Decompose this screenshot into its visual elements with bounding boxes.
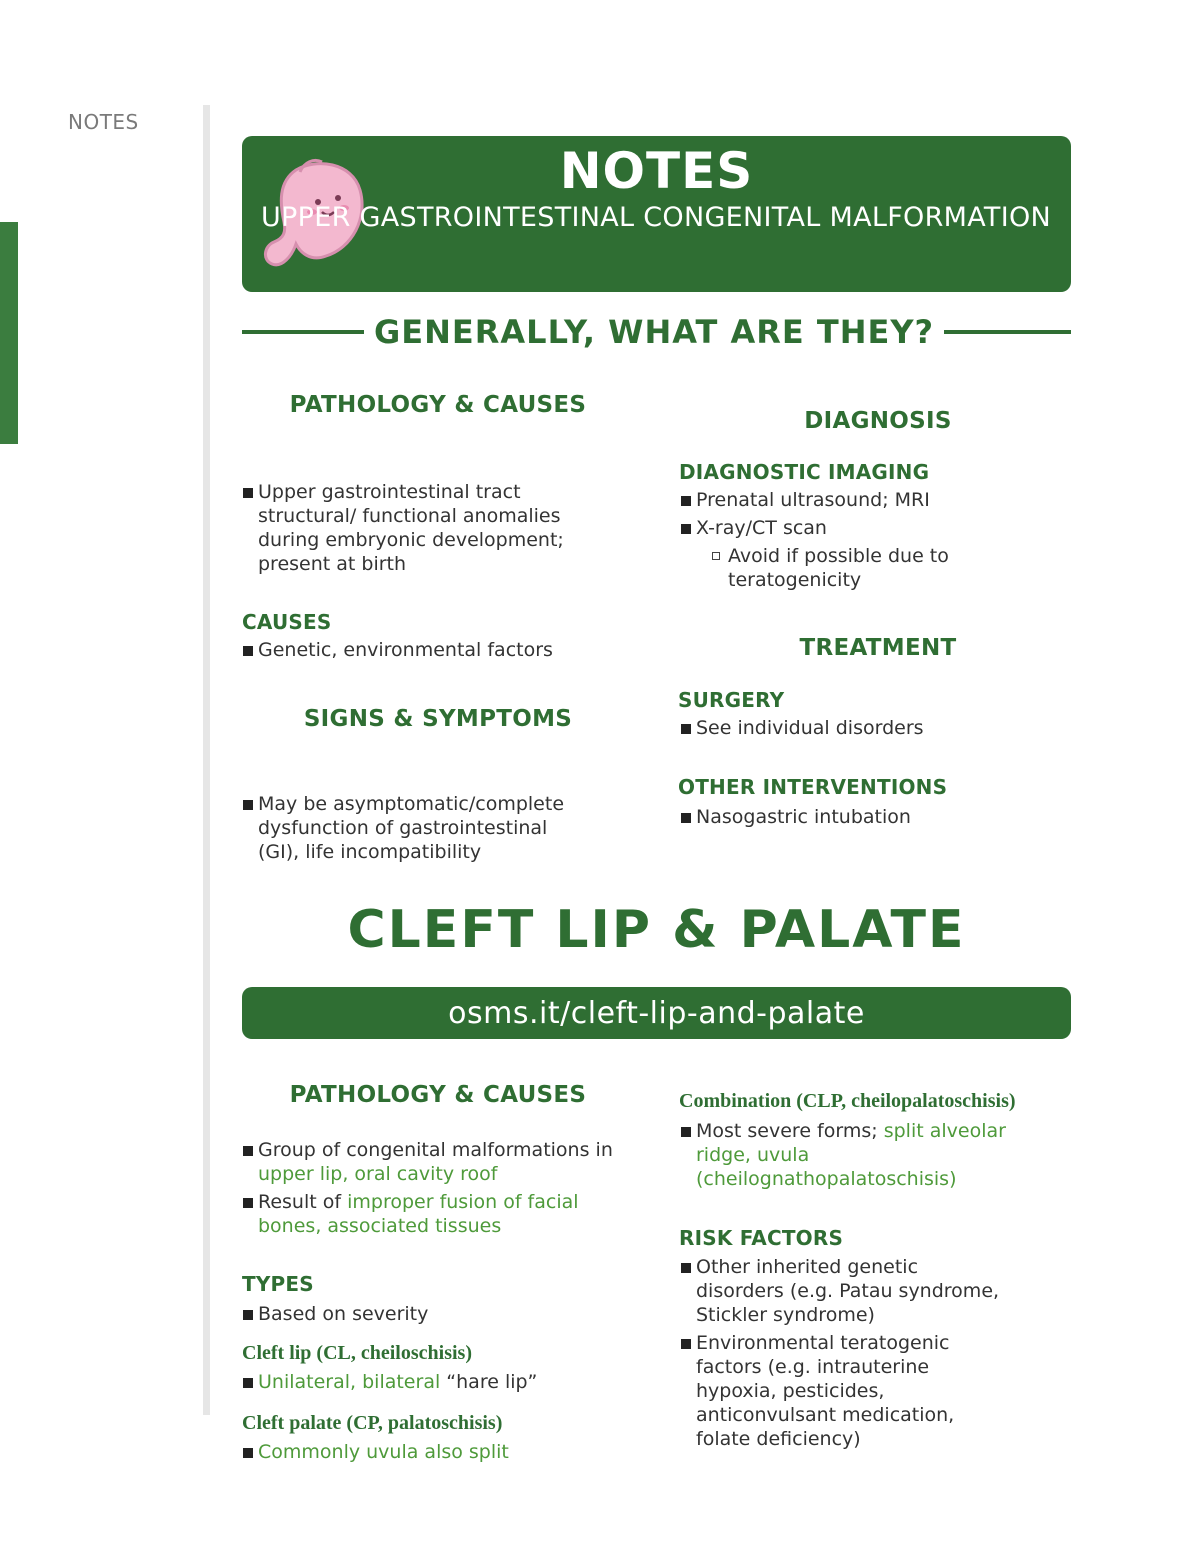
item-text: “hare lip”	[440, 1371, 538, 1393]
header-rule-left	[242, 330, 364, 334]
cleft-palate-list	[242, 1440, 622, 1468]
list-item	[242, 1370, 622, 1394]
cleft-palate-label: Cleft palate (CP, palatoschisis)	[242, 1412, 503, 1434]
item-text: Result of	[258, 1191, 348, 1213]
list-item: Environmental teratogenic factors (e.g. intrauterine hypoxia, pesticides, anticonvulsant medication, folate deficiency)	[680, 1331, 1010, 1451]
list-item	[680, 1119, 1020, 1191]
cleft-pathology-list	[242, 1138, 634, 1242]
risk-factors-list	[680, 1255, 1010, 1455]
list-item: Based on severity	[242, 1302, 622, 1326]
highlight-text: upper lip, oral cavity roof	[258, 1163, 498, 1185]
item-text: Most severe forms;	[696, 1120, 884, 1142]
list-item: Nasogastric intubation	[680, 805, 1060, 829]
highlight-text: split alveolar ridge, uvula (cheilognathopalatoschisis)	[696, 1120, 1006, 1190]
cleft-lip-list	[242, 1370, 622, 1398]
list-item: Other inherited genetic disorders (e.g. Patau syndrome, Stickler syndrome)	[680, 1255, 1010, 1327]
risk-factors-label: RISK FACTORS	[679, 1226, 844, 1250]
banner-title: NOTES	[559, 142, 754, 200]
header-banner	[242, 136, 1071, 292]
list-item: X-ray/CT scan	[680, 516, 1060, 540]
surgery-label: SURGERY	[678, 688, 785, 712]
diagnosis-sub-bullet	[678, 544, 1010, 592]
header-rule-right	[944, 330, 1071, 334]
item-text: Group of congenital malformations in	[258, 1139, 613, 1161]
disorder-title: CLEFT LIP & PALATE	[347, 900, 966, 960]
list-item	[242, 1138, 634, 1186]
list-item: Genetic, environmental factors	[242, 638, 622, 662]
list-item: See individual disorders	[680, 716, 1060, 740]
list-item: Upper gastrointestinal tract structural/ functional anomalies during embryonic development; present at birth	[242, 480, 582, 576]
causes-label: CAUSES	[242, 610, 332, 634]
section-header-general	[242, 312, 1071, 352]
treatment-heading: TREATMENT	[799, 635, 957, 661]
banner-subtitle: UPPER GASTROINTESTINAL CONGENITAL MALFORMATION	[260, 202, 1052, 233]
cleft-pathology-heading: PATHOLOGY & CAUSES	[289, 1082, 587, 1108]
list-item	[242, 1190, 634, 1238]
other-interventions-list	[680, 805, 1060, 833]
types-list	[242, 1302, 622, 1330]
signs-heading: SIGNS & SYMPTOMS	[303, 706, 573, 732]
combination-label: Combination (CLP, cheilopalatoschisis)	[679, 1090, 1016, 1112]
types-label: TYPES	[242, 1272, 314, 1296]
highlight-text: Unilateral, bilateral	[258, 1371, 441, 1393]
signs-list	[242, 792, 592, 868]
list-item: Prenatal ultrasound; MRI	[680, 488, 1060, 512]
sub-bullet-text: Avoid if possible due to teratogenicity	[728, 545, 949, 591]
margin-divider	[203, 105, 210, 1415]
combination-list	[680, 1119, 1020, 1195]
pathology-list	[242, 480, 582, 580]
margin-notes-label: NOTES	[68, 110, 139, 134]
diagnosis-heading: DIAGNOSIS	[804, 408, 952, 434]
surgery-list	[680, 716, 1060, 744]
chapter-tab	[0, 222, 18, 444]
cleft-lip-label: Cleft lip (CL, cheiloschisis)	[242, 1342, 472, 1364]
causes-list	[242, 638, 622, 666]
highlight-text: Commonly uvula also split	[258, 1441, 509, 1463]
pathology-heading: PATHOLOGY & CAUSES	[289, 392, 587, 418]
list-item: May be asymptomatic/complete dysfunction of gastrointestinal (GI), life incompatibility	[242, 792, 592, 864]
highlight-text: improper fusion of facial bones, associated tissues	[258, 1191, 579, 1237]
section-heading: GENERALLY, WHAT ARE THEY?	[374, 313, 935, 351]
diagnosis-list	[680, 488, 1060, 544]
osmosis-link[interactable]: osms.it/cleft-lip-and-palate	[242, 987, 1071, 1039]
other-interventions-label: OTHER INTERVENTIONS	[678, 775, 948, 799]
list-item	[242, 1440, 622, 1464]
diagnostic-imaging-label: DIAGNOSTIC IMAGING	[679, 460, 930, 484]
